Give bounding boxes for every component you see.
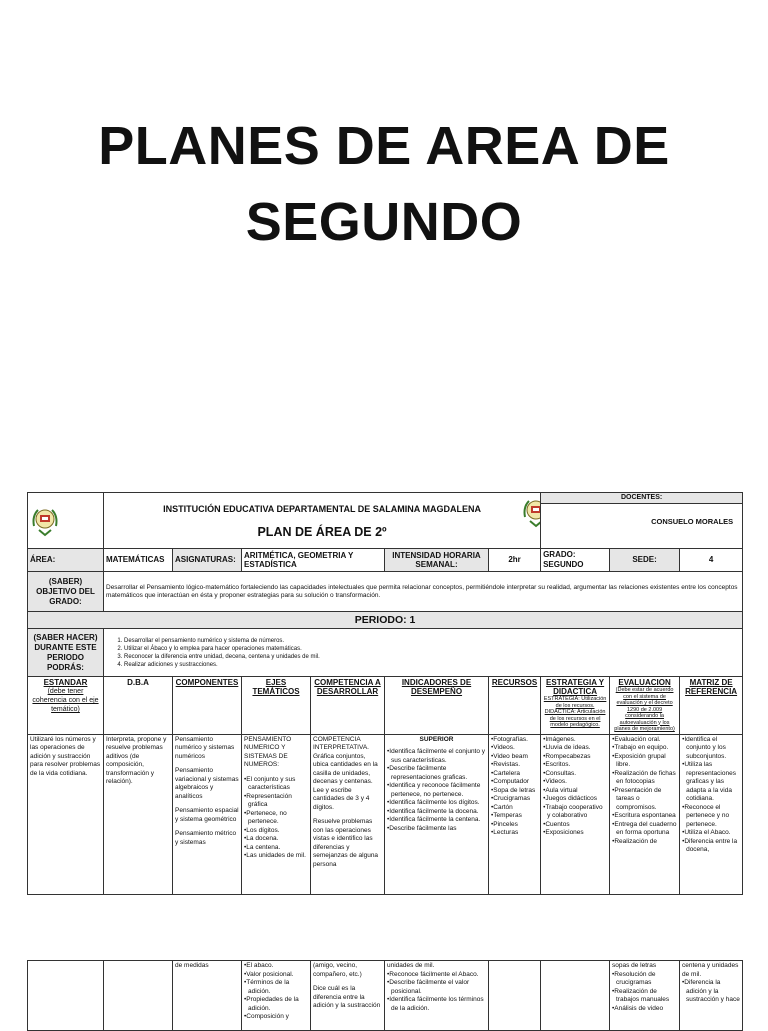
indicadores-cell	[385, 734, 489, 894]
estrategia-cell	[541, 734, 610, 894]
matriz-list	[682, 736, 740, 855]
list-item: • Evaluación oral.	[612, 736, 677, 745]
matriz-cell	[680, 734, 743, 894]
col-dba: D.B.A	[104, 677, 173, 735]
list-item: • Resolución de crucigramas	[612, 971, 677, 988]
list-item: • Exposiciones	[543, 829, 607, 838]
col-competencia: COMPETENCIA A DESARROLLAR	[311, 677, 385, 735]
list-item: 3. Reconocer la diferencia entre unidad, decena, centena y unidades de mil.	[124, 653, 740, 661]
docentes-cell	[541, 493, 743, 549]
col-evaluacion	[610, 677, 680, 735]
recursos-list	[491, 736, 538, 838]
list-item: • Escritura espontanea	[612, 812, 677, 821]
list-item: • Describe fácilmente representaciones graficas.	[387, 765, 486, 782]
list-item: • Video beam	[491, 753, 538, 762]
list-item: • Fotografías.	[491, 736, 538, 745]
evaluacion-cell	[610, 961, 680, 1031]
list-item: • Lecturas	[491, 829, 538, 838]
list-item: • Propiedades de la adición.	[244, 996, 308, 1013]
componente-item: Pensamiento métrico y sistemas	[175, 830, 237, 846]
competencia-item: Resuelve problemas con las operaciones vistas e identifico las diferencias y semejanzas de alguna persona	[313, 818, 379, 868]
componentes-cell: de medidas	[173, 961, 242, 1031]
list-item: • Presentación de tareas o compromisos.	[612, 787, 677, 813]
list-item: • Utiliza las representaciones graficas y las adapta a la vida cotidiana.	[682, 761, 740, 804]
list-item: • Revistas.	[491, 761, 538, 770]
list-item: • Reconoce el pertenece y no pertenece.	[682, 804, 740, 830]
logo-left-cell	[28, 493, 104, 549]
estandar-cell: Utilizaré los números y las operaciones de adición y sustracción para resolver problemas de la vida cotidiana.	[28, 734, 104, 894]
list-item: • Términos de la adición.	[244, 979, 308, 996]
matriz-list	[682, 979, 740, 1005]
col-estandar-title: ESTANDAR	[43, 678, 88, 687]
ejes-list	[244, 776, 308, 861]
list-item: • Identifica fácilmente la docena.	[387, 808, 486, 817]
dba-cell: Interpreta, propone y resuelve problemas aditivos (de composición, transformación y relación).	[104, 734, 173, 894]
list-item: • Videos.	[543, 778, 607, 787]
list-item: • Identifica y reconoce fácilmente pertenece, no pertenece.	[387, 782, 486, 799]
recursos-cell	[489, 961, 541, 1031]
saber-hacer-label: (SABER HACER) DURANTE ESTE PERIODO PODRÁS:	[28, 629, 104, 677]
col-evaluacion-title: EVALUACION	[618, 678, 671, 687]
col-matriz: MATRIZ DE REFERENCIA	[680, 677, 743, 735]
estrategia-cell	[541, 961, 610, 1031]
list-item: 4. Realizar adiciones y sustracciones.	[124, 661, 740, 669]
sede-value: 4	[680, 549, 743, 572]
componente-item: Pensamiento numérico y sistemas numéricos	[175, 735, 235, 760]
list-item: • Los dígitos.	[244, 827, 308, 836]
list-item: • Identifica fácilmente la centena.	[387, 816, 486, 825]
saber-hacer-cell	[104, 629, 743, 677]
list-item: • Describe fácilmente las	[387, 825, 486, 834]
list-item: • Realización de fichas en fotocopias	[612, 770, 677, 787]
list-item: • Consultas.	[543, 770, 607, 779]
competencia-item: Dice cuál es la diferencia entre la adición y la sustracción	[313, 985, 381, 1009]
list-item: • Imágenes.	[543, 736, 607, 745]
superior-label: SUPERIOR	[419, 735, 454, 743]
competencia-cell	[311, 961, 385, 1031]
list-item: • Escritos.	[543, 761, 607, 770]
list-item: • Identifica fácilmente los dígitos.	[387, 799, 486, 808]
list-item: • Cartelera	[491, 770, 538, 779]
list-item: • El conjunto y sus características	[244, 776, 308, 793]
list-item: • Trabajo cooperativo y colaborativo	[543, 804, 607, 821]
list-item: • Pertenece, no pertenece.	[244, 810, 308, 827]
ejes-list	[244, 962, 308, 1022]
list-item: • Análisis de video	[612, 1005, 677, 1014]
asignaturas-label: ASIGNATURAS:	[173, 549, 242, 572]
matriz-continued: centena y unidades de mil.	[682, 962, 739, 978]
indicadores-list	[387, 971, 486, 1014]
evaluacion-list	[612, 736, 677, 847]
list-item: • Rompecabezas	[543, 753, 607, 762]
page-title	[0, 108, 768, 260]
list-item: • Identifica fácilmente los términos de la adición.	[387, 996, 486, 1013]
list-item: • Cuentos	[543, 821, 607, 830]
evaluacion-cell	[610, 734, 680, 894]
list-item: • Realización de trabajos manuales	[612, 988, 677, 1005]
list-item: • Describe fácilmente el valor posicional.	[387, 979, 486, 996]
evaluacion-continued: sopas de letras	[612, 962, 657, 969]
indicadores-continued: unidades de mil.	[387, 962, 435, 969]
list-item: • Identifica fácilmente el conjunto y sus características.	[387, 748, 486, 765]
asignaturas-value: ARITMÉTICA, GEOMETRIA Y ESTADÍSTICA	[242, 549, 385, 572]
saber-hacer-list	[106, 637, 740, 669]
title-line-1: PLANES DE AREA DE	[98, 116, 670, 176]
list-item: • Diferencia la adición y la sustracción y hace	[682, 979, 740, 1005]
list-item: • Trabajo en equipo.	[612, 744, 677, 753]
institution-name: INSTITUCIÓN EDUCATIVA DEPARTAMENTAL DE SALAMINA MAGDALENA	[163, 504, 481, 514]
evaluacion-list	[612, 971, 677, 1014]
competencia-item: (amigo, vecino, compañero, etc.)	[313, 962, 362, 978]
ejes-cell	[242, 734, 311, 894]
list-item: • Reconoce fácilmente el Abaco.	[387, 971, 486, 980]
ejes-intro: PENSAMIENTO NUMERICO Y SISTEMAS DE NUMEROS:	[244, 735, 292, 768]
area-label: ÁREA:	[28, 549, 104, 572]
col-recursos: RECURSOS	[489, 677, 541, 735]
list-item: • Pinceles	[491, 821, 538, 830]
col-estrategia-title: ESTRATEGIA Y DIDACTICA	[546, 678, 605, 696]
estrategia-list	[543, 736, 607, 838]
list-item: • Aula virtual	[543, 787, 607, 796]
col-evaluacion-sub: (Debe estar de acuerdo con el sistema de evaluación y el decreto 1290 de 2.009 considerando la autoevaluación y los planes de mejoramiento)	[614, 687, 675, 732]
docentes-label: DOCENTES:	[541, 493, 742, 504]
list-item: • Entrega del cuaderno en forma oportuna	[612, 821, 677, 838]
ejes-cell	[242, 961, 311, 1031]
list-item: • Realización de	[612, 838, 677, 847]
plan-table	[27, 492, 743, 895]
col-estandar-sub: (debe tener coherencia con el eje temático)	[32, 688, 99, 713]
header-title-cell	[104, 493, 541, 549]
competencia-item: COMPETENCIA INTERPRETATIVA. Gráfica conjuntos, ubica cantidades en la casilla de unidades, decenas y centenas. Lee y escribe cantidades de 3 y 4 dígitos.	[313, 735, 378, 811]
competencia-cell	[311, 734, 385, 894]
indicadores-cell	[385, 961, 489, 1031]
list-item: • Temperas	[491, 812, 538, 821]
grado-cell	[541, 549, 610, 572]
plan-sheet-2	[27, 960, 742, 1024]
school-crest-icon	[521, 495, 541, 529]
list-item: • Computador	[491, 778, 538, 787]
list-item: • Sopa de letras	[491, 787, 538, 796]
list-item: • Crucigramas	[491, 795, 538, 804]
list-item: • Identifica el conjunto y los subconjuntos.	[682, 736, 740, 762]
list-item: • Diferencia entre la docena,	[682, 838, 740, 855]
componente-item: Pensamiento variacional y sistemas algebraicos y analíticos	[175, 767, 239, 800]
list-item: • Cartón	[491, 804, 538, 813]
grado-label: GRADO:	[543, 550, 576, 559]
col-componentes: COMPONENTES	[173, 677, 242, 735]
col-indicadores: INDICADORES DE DESEMPEÑO	[385, 677, 489, 735]
list-item: • Valor posicional.	[244, 971, 308, 980]
list-item: • Representación gráfica	[244, 793, 308, 810]
sede-label: SEDE:	[610, 549, 680, 572]
title-line-2: SEGUNDO	[245, 192, 523, 252]
objetivo-text: Desarrollar el Pensamiento lógico-matemático fortaleciendo las capacidades intelectuales que permita relacionar conceptos, permitiéndole interpretar su realidad, argumentar las relaciones existentes entre los conceptos matemáticos que interactúan en ésta y proponer estrategias para su solución o transformación.	[104, 572, 743, 612]
list-item: • Composición y	[244, 1013, 308, 1022]
list-item: • Las unidades de mil.	[244, 852, 308, 861]
list-item: • Juegos didácticos	[543, 795, 607, 804]
school-crest-icon	[30, 504, 60, 538]
col-estrategia	[541, 677, 610, 735]
list-item: • Lluvia de ideas.	[543, 744, 607, 753]
list-item: 2. Utilizar el Ábaco y lo emplea para hacer operaciones matemáticas.	[124, 645, 740, 653]
periodo-heading: PERIODO: 1	[28, 612, 743, 629]
dba-cell	[104, 961, 173, 1031]
matriz-cell	[680, 961, 743, 1031]
list-item: • Videos.	[491, 744, 538, 753]
list-item: • Exposición grupal libre.	[612, 753, 677, 770]
list-item: • La docena.	[244, 835, 308, 844]
objetivo-label: (SABER) OBJETIVO DEL GRADO:	[28, 572, 104, 612]
col-ejes: EJES TEMÁTICOS	[242, 677, 311, 735]
plan-title: PLAN DE ÁREA DE 2º	[257, 525, 387, 539]
list-item: • Utiliza el Abaco.	[682, 829, 740, 838]
componentes-cell	[173, 734, 242, 894]
area-value: MATEMÁTICAS	[104, 549, 173, 572]
docentes-value: CONSUELO MORALES	[651, 517, 734, 526]
list-item: • El abaco.	[244, 962, 308, 971]
plan-table-continued	[27, 960, 743, 1031]
list-item: • La centena.	[244, 844, 308, 853]
recursos-cell	[489, 734, 541, 894]
list-item: 1. Desarrollar el pensamiento numérico y sistema de números.	[124, 637, 740, 645]
plan-sheet-1	[27, 492, 742, 898]
estandar-cell	[28, 961, 104, 1031]
componente-item: Pensamiento espacial y sistema geométrico	[175, 807, 239, 823]
intensidad-label: INTENSIDAD HORARIA SEMANAL:	[385, 549, 489, 572]
indicadores-list	[387, 748, 486, 833]
intensidad-value: 2hr	[489, 549, 541, 572]
grado-value: SEGUNDO	[543, 560, 584, 569]
col-estandar	[28, 677, 104, 735]
col-estrategia-sub: ESTRATEGIA: Utilización de los recursos. DIDACTICA: Articulación de los recursos en el modelo pedagógico.	[543, 696, 607, 728]
